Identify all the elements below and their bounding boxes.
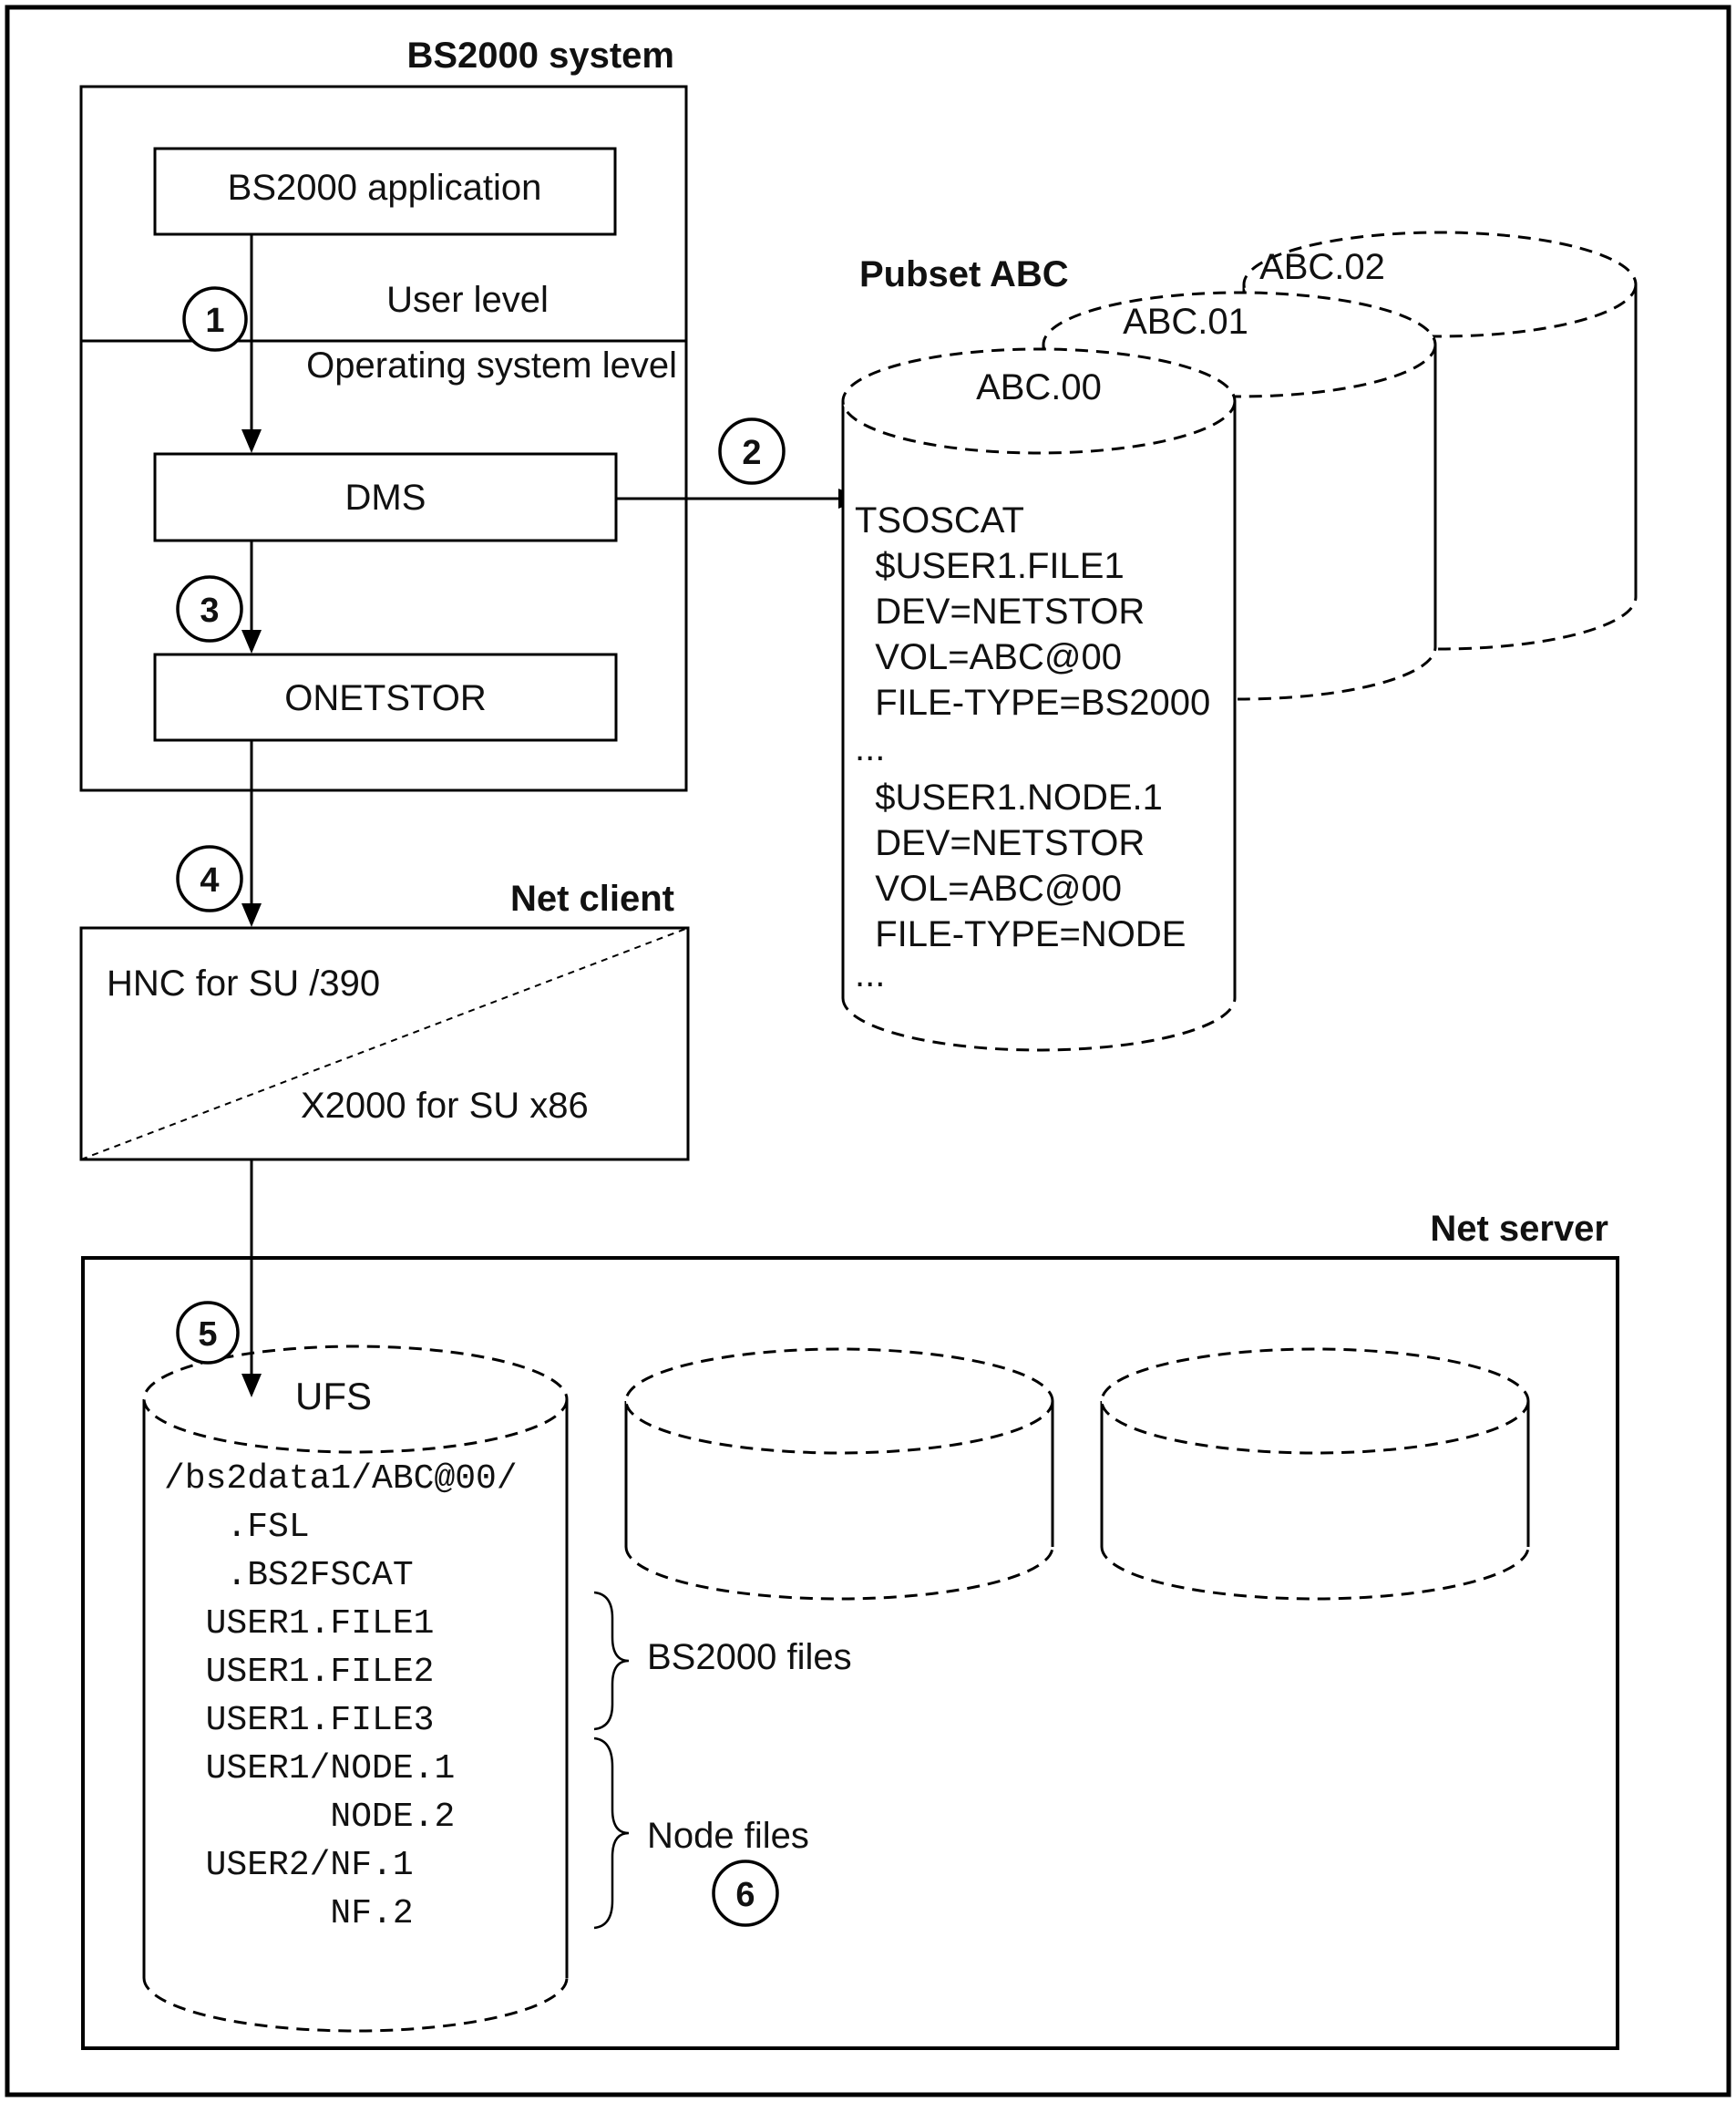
step-number-4: 4 — [200, 861, 220, 900]
step-number-1: 1 — [205, 302, 225, 340]
disk-abc01-label: ABC.01 — [1123, 302, 1248, 342]
ufs-file-line: /bs2data1/ABC@00/ — [164, 1459, 518, 1499]
step-number-2: 2 — [742, 434, 762, 472]
hnc-label: HNC for SU /390 — [107, 963, 381, 1004]
catalog-line: VOL=ABC@00 — [855, 869, 1122, 909]
bs2000-files-label: BS2000 files — [647, 1637, 852, 1677]
ufs-label: UFS — [295, 1375, 372, 1417]
x2000-label: X2000 for SU x86 — [301, 1086, 589, 1126]
net-client-title: Net client — [509, 879, 674, 919]
ufs-file-line: NF.2 — [164, 1894, 414, 1933]
catalog-line: VOL=ABC@00 — [855, 637, 1122, 677]
ufs-file-line: USER1.FILE2 — [164, 1653, 435, 1692]
server-disk-2-top — [626, 1349, 1053, 1453]
catalog-line: DEV=NETSTOR — [855, 823, 1145, 863]
onetstor-label: ONETSTOR — [284, 678, 487, 718]
catalog-line: ... — [855, 728, 886, 768]
step-number-3: 3 — [200, 592, 220, 630]
dms-label: DMS — [344, 478, 426, 518]
ufs-file-line: NODE.2 — [164, 1798, 456, 1837]
node-files-label: Node files — [647, 1816, 809, 1856]
catalog-line: DEV=NETSTOR — [855, 592, 1145, 632]
ufs-file-line: USER1.FILE1 — [164, 1604, 435, 1643]
catalog-line: TSOSCAT — [855, 500, 1024, 541]
ufs-file-line: USER1/NODE.1 — [164, 1749, 456, 1788]
step-number-5: 5 — [198, 1315, 218, 1354]
disk-abc02-label: ABC.02 — [1259, 247, 1385, 287]
ufs-file-line: USER2/NF.1 — [164, 1846, 414, 1885]
ufs-file-line: .BS2FSCAT — [164, 1556, 414, 1595]
catalog-line: FILE-TYPE=NODE — [855, 914, 1186, 954]
os-level-label: Operating system level — [306, 345, 677, 386]
catalog-line: $USER1.FILE1 — [855, 546, 1125, 586]
ufs-file-line: USER1.FILE3 — [164, 1701, 435, 1740]
server-disk-3-top — [1102, 1349, 1528, 1453]
disk-abc00-label: ABC.00 — [976, 367, 1102, 407]
catalog-line: $USER1.NODE.1 — [855, 778, 1163, 818]
bs2000-application-label: BS2000 application — [227, 168, 542, 208]
catalog-line: FILE-TYPE=BS2000 — [855, 683, 1211, 723]
step-number-6: 6 — [735, 1876, 755, 1914]
ufs-file-line: .FSL — [164, 1508, 310, 1547]
bs2000-system-title: BS2000 system — [406, 36, 674, 76]
catalog-line: ... — [855, 954, 886, 994]
pubset-title: Pubset ABC — [859, 254, 1069, 294]
net-server-title: Net server — [1430, 1209, 1608, 1249]
user-level-label: User level — [386, 280, 549, 320]
